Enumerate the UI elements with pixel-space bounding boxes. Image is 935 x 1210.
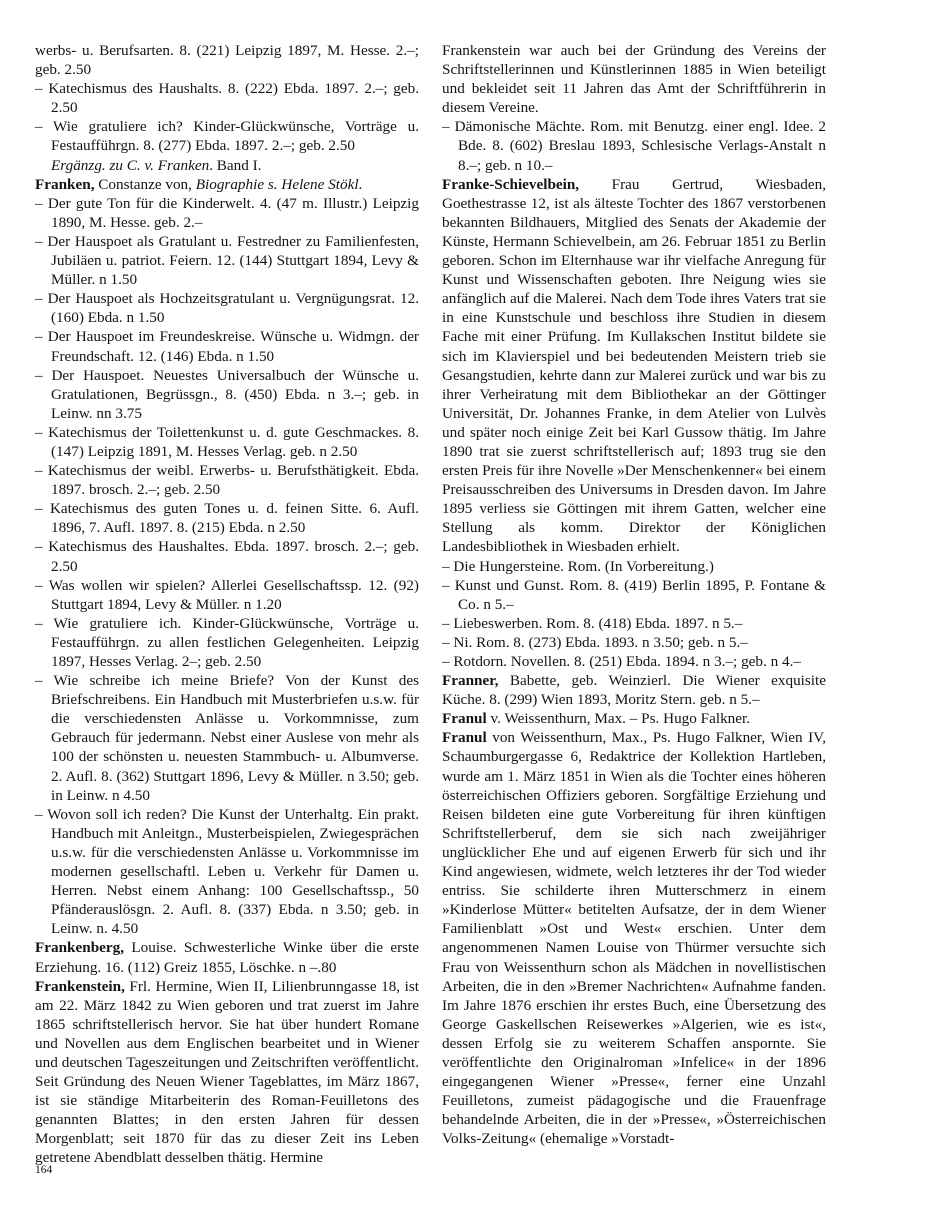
continuation-text: werbs- u. Berufsarten. 8. (221) Leipzig 1897, M. Hesse. 2.–; geb. 2.50 bbox=[35, 42, 419, 79]
entry-text: Frl. Hermine, Wien II, Lilienbrunngasse 18, ist am 22. März 1842 zu Wien geboren und trat zuerst im Jahre 1865 schriftstellerisch hervor. Sie hat über hundert Romane und Novellen aus dem Englischen bearbeitet und in Wiener und deutschen Tageszeitungen und Zeitschriften veröffentlicht. Seit Gründung des Neuen Wiener Tageblattes, im März 1867, ist sie ständige Mitarbeiterin des Roman-Feuilletons des genannten Blattes; in den ersten Jahren für dessen Morgenblatt; seit 1870 für das zu dieser Zeit ins Leben getretene Abendblatt desselben thätig. Hermine bbox=[35, 977, 419, 1167]
list-item: – Wie schreibe ich meine Briefe? Von der Kunst des Briefschreibens. Ein Handbuch mit Musterbriefen u.s.w. für die verschiedensten Anlässe u. Vorkommnisse, zum Gebrauch für jedermann. Nebst einer Auslese von mehr als 100 der schönsten u. neuesten Stammbuch- u. Albumverse. 2. Aufl. 8. (362) Stuttgart 1896, Levy & Müller. n 3.50; geb. in Leinw. n 4.50 bbox=[35, 672, 419, 804]
entry-franke-schievelbein bbox=[442, 175, 826, 557]
entry-text: Constanze von, bbox=[94, 175, 196, 193]
list-item: – Katechismus des Haushalts. 8. (222) Ebda. 1897. 2.–; geb. 2.50 bbox=[35, 80, 419, 117]
list-item: – Wie gratuliere ich. Kinder-Glückwünsche, Vorträge u. Festaufführgn. zu allen festlichen Gelegenheiten. Leipzig 1897, Hesses Verlag. 2–; geb. 2.50 bbox=[35, 614, 419, 670]
entry-franul bbox=[442, 728, 826, 1148]
headword: Franul bbox=[442, 729, 487, 747]
list-item bbox=[35, 117, 419, 174]
list-item: – Was wollen wir spielen? Allerlei Gesellschaftssp. 12. (92) Stuttgart 1894, Levy & Müller. n 1.20 bbox=[35, 576, 419, 613]
item-note-italic: Ergänzg. zu C. v. Franken bbox=[51, 156, 210, 174]
entry-frankenstein bbox=[35, 977, 419, 1168]
item-text: – Wie gratuliere ich? Kinder-Glückwünsche, Vorträge u. Festaufführgn. 8. (277) Ebda. 1897. 2.–; geb. 2.50 bbox=[35, 118, 419, 155]
continuation-text: Frankenstein war auch bei der Gründung des Vereins der Schriftstellerinnen und Künstlerinnen 1885 in Wien beteiligt und bekleidet seit 11 Jahren das Amt der Schriftführerin in diesem Vereine. bbox=[442, 42, 826, 117]
entry-franken-constanze bbox=[35, 175, 419, 194]
list-item: – Der Hauspoet. Neuestes Universalbuch der Wünsche u. Gratulationen, Begrüssgn., 8. (450) Ebda. n 3.–; geb. in Leinw. nn 3.75 bbox=[35, 366, 419, 422]
list-item: – Katechismus der Toilettenkunst u. d. gute Geschmackes. 8. (147) Leipzig 1891, M. Hesses Verlag. geb. n 2.50 bbox=[35, 423, 419, 460]
list-item: – Wovon soll ich reden? Die Kunst der Unterhaltg. Ein prakt. Handbuch mit Anleitgn., Musterbeispielen, Zwiegesprächen u.s.w. für die verschiedensten Anlässe u. Vorkommnisse im modernen gesellschaftl. Leben u. Verkehr für Damen u. Herren. Nebst einem Anhang: 100 Gesellschaftssp., 50 Pfänderauslösgn. 2. Aufl. 8. (337) Ebda. n 3.50; geb. in Leinw. n. 4.50 bbox=[35, 805, 419, 938]
list-item: – Katechismus des Haushaltes. Ebda. 1897. brosch. 2.–; geb. 2.50 bbox=[35, 538, 419, 575]
entry-franner bbox=[442, 671, 826, 709]
list-item: – Der gute Ton für die Kinderwelt. 4. (47 m. Illustr.) Leipzig 1890, M. Hesse. geb. 2.– bbox=[35, 194, 419, 231]
headword: Franner, bbox=[442, 672, 499, 690]
right-column bbox=[442, 41, 826, 1148]
list-item: – Der Hauspoet im Freundeskreise. Wünsche u. Widmgn. der Freundschaft. 12. (146) Ebda. n 1.50 bbox=[35, 328, 419, 365]
headword: Frankenstein, bbox=[35, 977, 125, 995]
entry-frankenberg bbox=[35, 938, 419, 976]
list-item: – Der Hauspoet als Hochzeitsgratulant u. Vergnügungsrat. 12. (160) Ebda. n 1.50 bbox=[35, 290, 419, 327]
headword: Frankenberg, bbox=[35, 939, 125, 957]
entry-tail: . bbox=[358, 175, 363, 193]
left-column bbox=[35, 41, 419, 1168]
list-item: – Katechismus der weibl. Erwerbs- u. Berufsthätigkeit. Ebda. 1897. brosch. 2.–; geb. 2.50 bbox=[35, 462, 419, 499]
entry-text: von Weissenthurn, Max., Ps. Hugo Falkner, Wien IV, Schaumburgergasse 6, Redaktrice der Kollektion Hartleben, wurde am 1. März 1851 in Wien als die Tochter eines höheren österreichischen Offiziers geboren. Sorgfältige Erziehung und Reisen bildeten eine gute Vorbereitung für ihren künftigen Schriftstellerberuf, dem sie sich nach zweijähriger unglücklicher Ehe und auf eigenen Erwerb für sich und ihr Kind angewiesen, widmete, welch letzteres ihr der Tod wieder entriss. Sie schilderte ihren Mutterschmerz in einem »Kinderlose Mütter« betitelten Aufsatze, der in dem Wiener Familienblatt »Ost und West« erschien. Unter dem angenommenen Namen Louise von Thürmer versuchte sich Frau von Weissenthurn schon als Mädchen in novellistischen Arbeiten, die in den »Bremer Nachrichten« Aufnahme fanden. Im Jahre 1876 erschien ihr erstes Buch, eine Übersetzung des George Gaskellschen Reisewerkes »Algerien, wie es ist«, dessen Erfolg sie zu weiterem Schaffen anspornte. Sie veröffentlichte den Originalroman »Infelice« in der 1896 eingegangenen Wiener »Presse«, ferner eine Unzahl Feuilletons, zumeist pädagogische und die Frauenfrage behandelnde Arbeiten, die in der »Presse«, »Österreichischen Volks-Zeitung« (ehemalige »Vorstadt- bbox=[442, 729, 826, 1148]
entry-italic: Biographie s. Helene Stökl bbox=[195, 175, 359, 193]
page-number: 164 bbox=[35, 1164, 53, 1176]
list-item: – Dämonische Mächte. Rom. mit Benutzg. einer engl. Idee. 2 Bde. 8. (602) Breslau 1893, Schlesische Verlags-Anstalt n 8.–; geb. n 10.– bbox=[442, 118, 826, 174]
entry-text: Louise. Schwesterliche Winke über die erste Erziehung. 16. (112) Greiz 1855, Löschke. n –.80 bbox=[35, 939, 419, 976]
headword: Franke-Schievelbein, bbox=[442, 175, 580, 193]
list-item: – Die Hungersteine. Rom. (In Vorbereitung.) bbox=[442, 557, 714, 575]
entry-franul-crossref bbox=[442, 709, 826, 728]
headword: Franul bbox=[442, 710, 487, 728]
list-item: – Katechismus des guten Tones u. d. feinen Sitte. 6. Aufl. 1896, 7. Aufl. 1897. 8. (215) Ebda. n 2.50 bbox=[35, 500, 419, 537]
list-item: – Liebeswerben. Rom. 8. (418) Ebda. 1897. n 5.– bbox=[442, 614, 743, 632]
item-note-tail: . Band I. bbox=[209, 156, 262, 174]
entry-text: Frau Gertrud, Wiesbaden, Goethestrasse 12, ist als älteste Tochter des 1867 verstorbenen bekannten Bildhauers, Mitglied des Senats der Akademie der Künste, Hermann Schievelbein, am 26. Februar 1851 zu Berlin geboren. Schon im Elternhause war ihr vielfache Anregung für Kunst und Wissenschaften geboten. Ihre Neigung wies sie anfänglich auf die Malerei. Nach dem Tode ihres Vaters trat sie in eine Kunstschule und beschloss ihre Studien in diesem Fache mit einer Prüfung. Im Kullakschen Institut bildete sie sich im Klavierspiel und bei bedeutenden Meistern trieb sie Gesangstudien, kehrte dann zur Malerei zurück und war bis zu ihrer Verheiratung mit dem Bibliothekar an der Göttinger Universität, Dr. Johannes Franke, in dem Atelier von Lulvès und später noch einige Zeit bei Karl Gussow thätig. Im Jahre 1890 trat sie zuerst schriftstellerisch auf; 1893 trug sie den ersten Preis für ihre Novelle »Der Menschenkenner« bei einem Preisausschreiben des Universums in Dresden davon. Im Jahre 1895 verliess sie Göttingen mit ihrem Gatten, welcher eine Stellung als komm. Direktor der Königlichen Landesbibliothek in Wiesbaden erhielt. bbox=[442, 175, 826, 556]
list-item: – Kunst und Gunst. Rom. 8. (419) Berlin 1895, P. Fontane & Co. n 5.– bbox=[442, 576, 826, 613]
entry-text: v. Weissenthurn, Max. – Ps. Hugo Falkner. bbox=[486, 710, 751, 728]
list-item: – Ni. Rom. 8. (273) Ebda. 1893. n 3.50; geb. n 5.– bbox=[442, 633, 748, 651]
list-item: – Rotdorn. Novellen. 8. (251) Ebda. 1894. n 3.–; geb. n 4.– bbox=[442, 653, 801, 670]
entry-text: Babette, geb. Weinzierl. Die Wiener exquisite Küche. 8. (299) Wien 1893, Moritz Stern. geb. n 5.– bbox=[442, 672, 826, 709]
headword: Franken, bbox=[35, 175, 95, 193]
list-item: – Der Hauspoet als Gratulant u. Festredner zu Familienfesten, Jubiläen u. patriot. Feiern. 12. (144) Stuttgart 1894, Levy & Müller. n 1.50 bbox=[35, 232, 419, 289]
